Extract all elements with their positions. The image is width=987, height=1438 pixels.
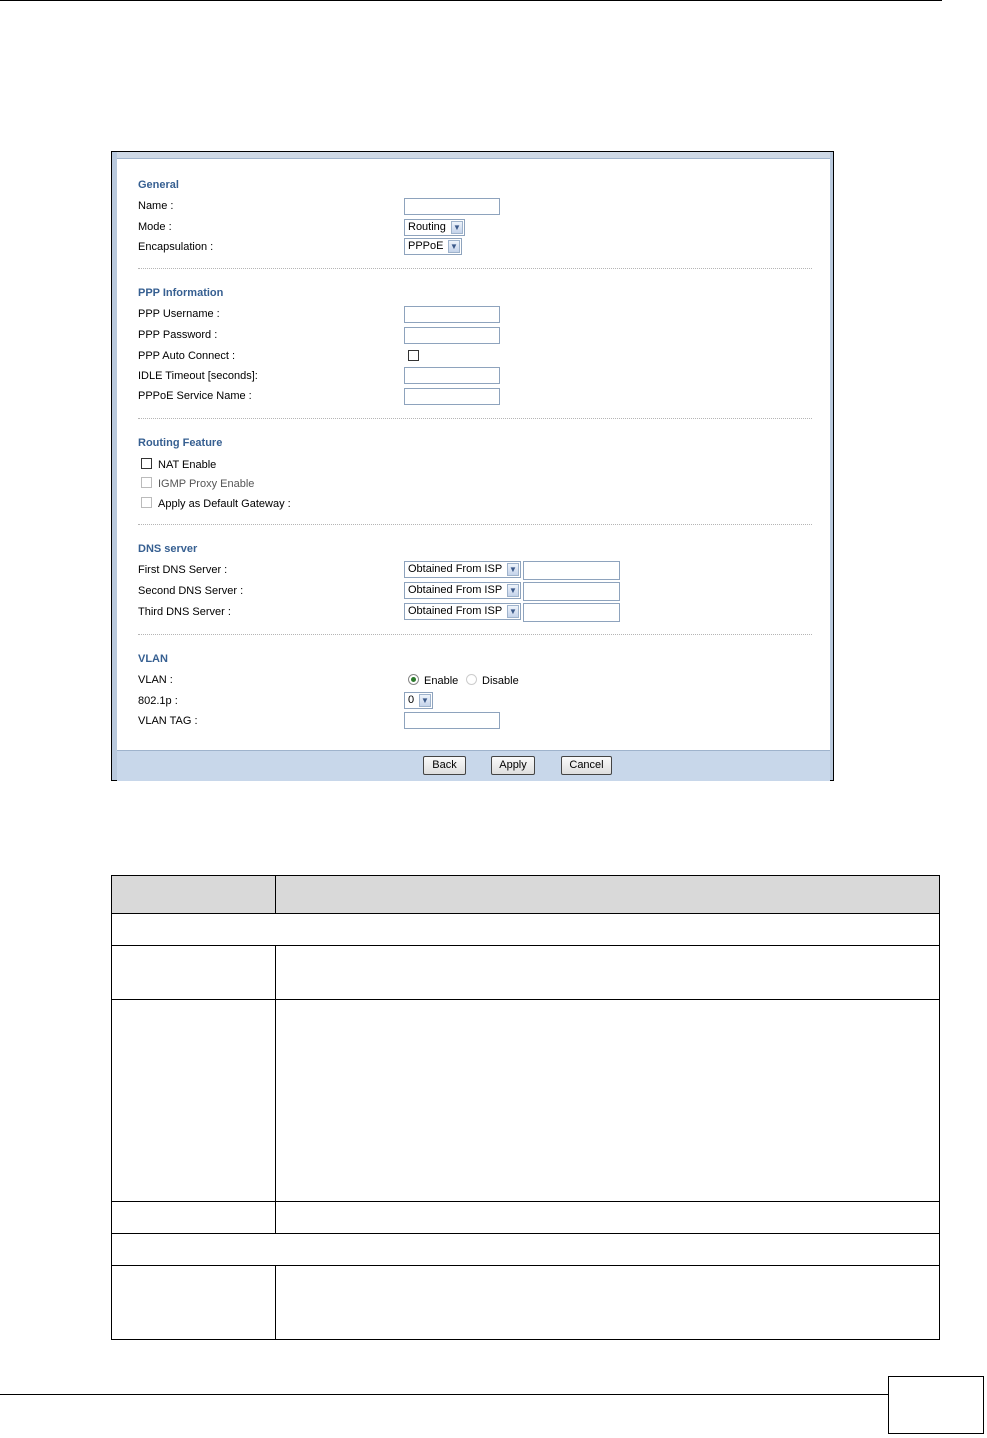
routing-title: Routing Feature bbox=[138, 437, 223, 449]
table-line bbox=[111, 1201, 940, 1202]
chevron-down-icon: ▼ bbox=[448, 240, 460, 253]
page-number-box bbox=[888, 1376, 984, 1434]
nat-checkbox[interactable] bbox=[141, 458, 152, 469]
802-1p-label: 802.1p : bbox=[138, 695, 178, 707]
section-divider bbox=[138, 268, 812, 269]
idle-timeout-label: IDLE Timeout [seconds]: bbox=[138, 370, 258, 382]
802-1p-value: 0 bbox=[408, 694, 415, 706]
vlan-disable-radio[interactable] bbox=[466, 674, 477, 685]
chevron-down-icon: ▼ bbox=[507, 605, 519, 618]
chevron-down-icon: ▼ bbox=[507, 563, 519, 576]
vlan-disable-label: Disable bbox=[482, 675, 519, 687]
header-rule bbox=[0, 0, 942, 1]
back-button[interactable]: Back bbox=[423, 756, 466, 775]
vlan-tag-label: VLAN TAG : bbox=[138, 715, 198, 727]
mode-select[interactable] bbox=[404, 219, 465, 236]
ppp-password-input[interactable] bbox=[404, 327, 500, 344]
table-line bbox=[111, 1339, 940, 1340]
ppp-password-label: PPP Password : bbox=[138, 329, 218, 341]
apply-button[interactable]: Apply bbox=[491, 756, 535, 775]
second-dns-input[interactable] bbox=[523, 582, 620, 601]
second-dns-label: Second DNS Server : bbox=[138, 585, 244, 597]
table-line bbox=[111, 913, 940, 914]
802-1p-select[interactable] bbox=[404, 692, 433, 709]
table-line bbox=[111, 945, 940, 946]
dns-title: DNS server bbox=[138, 543, 198, 555]
vlan-enable-radio[interactable] bbox=[408, 674, 419, 685]
window-right-border bbox=[830, 152, 833, 780]
chevron-down-icon: ▼ bbox=[419, 694, 431, 707]
first-dns-input[interactable] bbox=[523, 561, 620, 580]
section-divider bbox=[138, 524, 812, 525]
igmp-label: IGMP Proxy Enable bbox=[158, 478, 255, 490]
name-input[interactable] bbox=[404, 198, 500, 215]
default-gateway-label: Apply as Default Gateway : bbox=[158, 498, 291, 510]
ppp-auto-connect-checkbox[interactable] bbox=[408, 350, 419, 361]
table-line bbox=[111, 1233, 940, 1234]
ppp-username-input[interactable] bbox=[404, 306, 500, 323]
pppoe-service-label: PPPoE Service Name : bbox=[138, 390, 252, 402]
table-line bbox=[275, 945, 276, 1233]
chevron-down-icon: ▼ bbox=[451, 221, 463, 234]
table-line bbox=[111, 1265, 940, 1266]
encapsulation-select[interactable] bbox=[404, 238, 462, 255]
third-dns-input[interactable] bbox=[523, 603, 620, 622]
pppoe-service-input[interactable] bbox=[404, 388, 500, 405]
button-bar bbox=[117, 750, 830, 781]
second-dns-select[interactable] bbox=[404, 582, 521, 599]
table-header bbox=[111, 875, 939, 913]
table-line bbox=[275, 875, 276, 913]
ppp-title: PPP Information bbox=[138, 287, 224, 299]
config-screenshot bbox=[111, 151, 834, 781]
vlan-enable-label: Enable bbox=[424, 675, 459, 687]
vlan-tag-input[interactable] bbox=[404, 712, 500, 729]
first-dns-select[interactable] bbox=[404, 561, 521, 578]
encapsulation-label: Encapsulation : bbox=[138, 241, 214, 253]
chevron-down-icon: ▼ bbox=[507, 584, 519, 597]
mode-value: Routing bbox=[408, 221, 446, 233]
vlan-title: VLAN bbox=[138, 653, 168, 665]
general-title: General bbox=[138, 179, 179, 191]
first-dns-value: Obtained From ISP bbox=[408, 563, 503, 575]
vlan-label: VLAN : bbox=[138, 674, 173, 686]
section-divider bbox=[138, 634, 812, 635]
third-dns-value: Obtained From ISP bbox=[408, 605, 503, 617]
table-line bbox=[275, 1265, 276, 1339]
mode-label: Mode : bbox=[138, 221, 172, 233]
ppp-auto-connect-label: PPP Auto Connect : bbox=[138, 350, 236, 362]
name-label: Name : bbox=[138, 200, 174, 212]
window-left-border bbox=[112, 152, 117, 780]
second-dns-value: Obtained From ISP bbox=[408, 584, 503, 596]
default-gateway-checkbox[interactable] bbox=[141, 497, 152, 508]
table-line bbox=[939, 875, 940, 1340]
cancel-button[interactable]: Cancel bbox=[561, 756, 612, 775]
footer-rule bbox=[0, 1394, 888, 1395]
encapsulation-value: PPPoE bbox=[408, 240, 444, 252]
table-line bbox=[111, 875, 940, 876]
idle-timeout-input[interactable] bbox=[404, 367, 500, 384]
window-top-bar bbox=[112, 152, 833, 159]
third-dns-label: Third DNS Server : bbox=[138, 606, 231, 618]
third-dns-select[interactable] bbox=[404, 603, 521, 620]
table-line bbox=[111, 999, 940, 1000]
first-dns-label: First DNS Server : bbox=[138, 564, 228, 576]
ppp-username-label: PPP Username : bbox=[138, 308, 220, 320]
igmp-checkbox[interactable] bbox=[141, 477, 152, 488]
nat-label: NAT Enable bbox=[158, 459, 217, 471]
section-divider bbox=[138, 418, 812, 419]
table-line bbox=[111, 875, 112, 1340]
